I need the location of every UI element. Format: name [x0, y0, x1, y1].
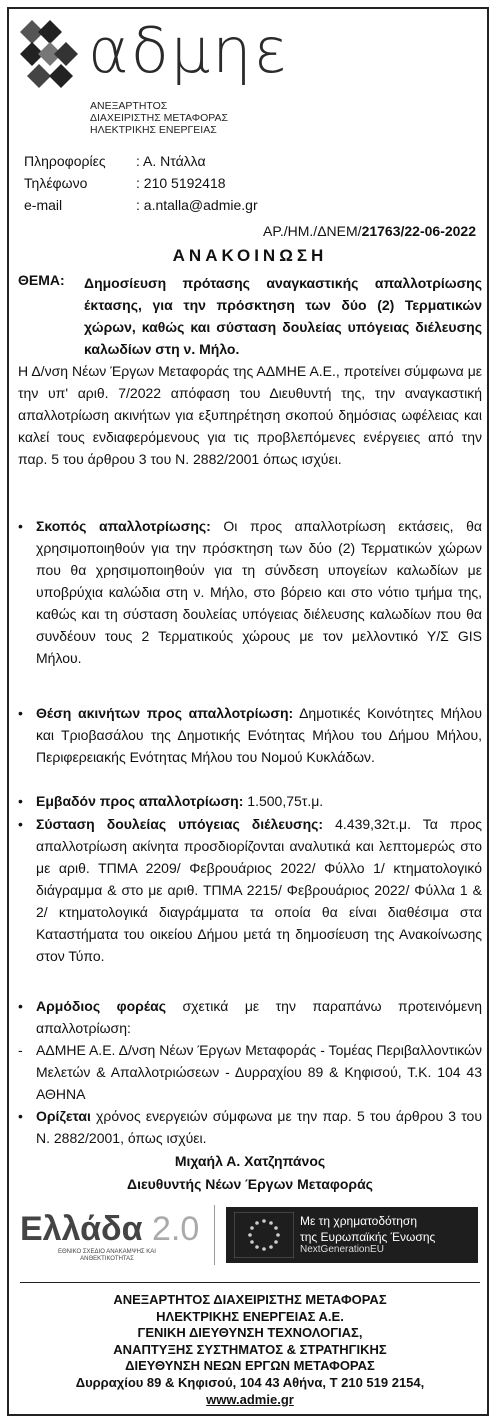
- admie-logo-icon: [18, 18, 82, 90]
- subject-text: Δημοσίευση πρότασης αναγκαστικής απαλλοτρίωσης έκτασης, για την πρόσκτηση των δύο (2) Τερματικών χώρων, καθώς και σύσταση δουλείας υπόγειας διέλευσης καλωδίων στη ν. Μήλο.: [84, 275, 482, 357]
- bullet-heading: Σύσταση δουλείας υπόγειας διέλευσης:: [36, 816, 324, 832]
- footer-divider: [20, 1282, 480, 1283]
- page-title: ΑΝΑΚΟΙΝΩΣΗ: [172, 246, 328, 265]
- logo-sub-line: ΑΝΕΞΑΡΤΗΤΟΣ: [90, 100, 168, 112]
- eu-nextgen-text: NextGenerationEU: [300, 1244, 384, 1255]
- greece-2-0-logo: [20, 1210, 199, 1249]
- bullet-dot: •: [18, 816, 23, 832]
- eu-funding-text: [300, 1213, 435, 1245]
- bullet-text: ΑΔΜΗΕ Α.Ε. Δ/νση Νέων Έργων Μεταφοράς - Τομέας Περιβαλλοντικών Μελετών & Απαλλοτριώσεων - Δυρραχίου 89 & Κηφισού, Τ.Κ. 104 43 ΑΘΗΝΑ: [36, 1042, 482, 1102]
- footer-line: ΔΙΕΥΘΥΝΣΗ ΝΕΩΝ ΕΡΓΩΝ ΜΕΤΑΦΟΡΑΣ: [125, 1358, 375, 1374]
- reference-id: 21763/22-06-2022: [361, 223, 476, 239]
- bullet-heading: Θέση ακινήτων προς απαλλοτρίωση:: [36, 705, 294, 721]
- bullet-item: [36, 1105, 482, 1149]
- bullet-text: Οι προς απαλλοτρίωση εκτάσεις, θα χρησιμοποιηθούν για την πρόσκτηση των δύο (2) Τερματικών χώρων που θα χρησιμοποιηθούν για τη σύνδεση υπογείων καλωδίων με υποβρύχια καλώδια στη ν. Μήλο, στο βόρειο και στο νότιο τμήμα της, καθώς και τη σύσταση δουλείας υπόγειας διέλευσης καλωδίων που θα συνδέουν τους 2 Τερματικούς χώρους με τον μελλοντικό Υ/Σ GIS Μήλου.: [36, 518, 482, 666]
- footer-line: ΗΛΕΚΤΡΙΚΗΣ ΕΝΕΡΓΕΙΑΣ Α.Ε.: [156, 1308, 344, 1324]
- bullet-item: [36, 813, 482, 967]
- bullet-dot: •: [18, 998, 23, 1014]
- contact-value: : Α. Ντάλλα: [136, 153, 206, 169]
- bullet-dot: •: [18, 518, 23, 534]
- greece-logo-number: 2.0: [151, 1210, 200, 1248]
- bullet-item: [36, 995, 482, 1039]
- logo-sub-line: ΗΛΕΚΤΡΙΚΗΣ ΕΝΕΡΓΕΙΑΣ: [90, 124, 217, 136]
- bullet-dash: -: [18, 1042, 23, 1058]
- footer-line: Δυρραχίου 89 & Κηφισού, 104 43 Αθήνα, Τ 210 519 2154,: [75, 1374, 425, 1390]
- logo-subtitle: [90, 100, 228, 136]
- bullet-text: 4.439,32τ.μ. Τα προς απαλλοτρίωση ακίνητα προσδιορίζονται αναλυτικά και λεπτομερώς στο με αριθ. ΤΠΜΑ 2209/ Φεβρουάριος 2022/ Φύλλο 1/ κτηματολογικό διάγραμμα & στο με αριθ. ΤΠΜΑ 2215/ Φεβρουάριος 2022/ Φύλλα 1 & 2/ κτηματολογικά διαγράμματα τα οποία θα είναι διαθέσιμα στα Καταστήματα του οικείου Δήμου μετά τη δημοσίευση της Ανακοίνωσης στον Τύπο.: [36, 816, 482, 964]
- logo-sub-line: ΔΙΑΧΕΙΡΙΣΤΗΣ ΜΕΤΑΦΟΡΑΣ: [90, 112, 229, 124]
- contact-label: e-mail: [24, 197, 63, 213]
- signatory-role: Διευθυντής Νέων Έργων Μεταφοράς: [127, 1176, 373, 1192]
- bullet-dot: •: [18, 705, 23, 721]
- contact-value[interactable]: : a.ntalla@admie.gr: [136, 197, 258, 213]
- bullet-item: [36, 1039, 482, 1105]
- eu-flag-icon: [234, 1212, 294, 1258]
- bullet-text: Δημοτικές Κοινότητες Μήλου και Τριοβασάλου της Δημοτικής Ενότητας Μήλου του Δήμου Μήλου, Περιφερειακής Ενότητας Μήλου του Νομού Κυκλάδων.: [36, 705, 482, 765]
- footer-line: ΓΕΝΙΚΗ ΔΙΕΥΘΥΝΣΗ ΤΕΧΝΟΛΟΓΙΑΣ,: [137, 1325, 363, 1341]
- bullet-text: χρόνος ενεργειών σύμφωνα με την παρ. 5 του άρθρου 3 του Ν. 2882/2001, όπως ισχύει.: [36, 1108, 482, 1146]
- bullet-item: [36, 790, 482, 812]
- signatory-name: Μιχαήλ Α. Χατζηπάνος: [174, 1153, 326, 1169]
- subject-label: ΘΕΜΑ:: [18, 272, 65, 288]
- bullet-heading: Αρμόδιος φορέας: [36, 998, 167, 1014]
- bullet-dot: •: [18, 793, 23, 809]
- logo-wordmark: αδμηε: [88, 14, 290, 87]
- greece-logo-text: Ελλάδα: [20, 1210, 143, 1248]
- bullet-item: [36, 515, 482, 669]
- bullet-item: [36, 702, 482, 768]
- contact-label: Τηλέφωνο: [24, 175, 88, 191]
- bullet-heading: Εμβαδόν προς απαλλοτρίωση:: [36, 793, 244, 809]
- reference-prefix: ΑΡ./ΗΜ./ΔΝΕΜ/: [262, 223, 362, 239]
- contact-value: : 210 5192418: [136, 175, 226, 191]
- bullet-dot: •: [18, 1108, 23, 1124]
- greece-logo-subtitle: ΕΘΝΙΚΟ ΣΧΕΔΙΟ ΑΝΑΚΑΜΨΗΣ ΚΑΙ ΑΝΘΕΚΤΙΚΟΤΗΤΑΣ: [58, 1249, 156, 1262]
- footer-address: [0, 1292, 500, 1408]
- contact-label: Πληροφορίες: [24, 153, 106, 169]
- eu-line: της Ευρωπαϊκής Ένωσης: [300, 1230, 436, 1244]
- bullet-text: σχετικά με την παραπάνω προτεινόμενη απαλλοτρίωση:: [36, 998, 483, 1036]
- eu-line: Με τη χρηματοδότηση: [300, 1214, 417, 1228]
- footer-line: ΑΝΑΠΤΥΞΗΣ ΣΥΣΤΗΜΑΤΟΣ & ΣΤΡΑΤΗΓΙΚΗΣ: [113, 1341, 387, 1357]
- logo-divider: [214, 1205, 215, 1265]
- website-link[interactable]: www.admie.gr: [206, 1391, 294, 1407]
- bullet-text: 1.500,75τ.μ.: [243, 793, 324, 809]
- footer-line: ΑΝΕΞΑΡΤΗΤΟΣ ΔΙΑΧΕΙΡΙΣΤΗΣ ΜΕΤΑΦΟΡΑΣ: [113, 1292, 387, 1307]
- bullet-heading: Σκοπός απαλλοτρίωσης:: [36, 518, 211, 534]
- reference-number: [263, 223, 476, 239]
- intro-paragraph: Η Δ/νση Νέων Έργων Μεταφοράς της ΑΔΜΗΕ Α.Ε., προτείνει σύμφωνα με την υπ' αριθ. 7/2022 απόφαση του Διευθυντή της, την αναγκαστική απαλλοτρίωση ακινήτων για εξυπηρέτηση σκοπού δημόσιας ωφέλειας και καλεί τους ενδιαφερόμενους για τις προβλεπόμενες ενέργειες από την παρ. 5 του άρθρου 3 του Ν. 2882/2001 όπως ισχύει.: [18, 363, 482, 467]
- bullet-heading: Ορίζεται: [36, 1108, 91, 1124]
